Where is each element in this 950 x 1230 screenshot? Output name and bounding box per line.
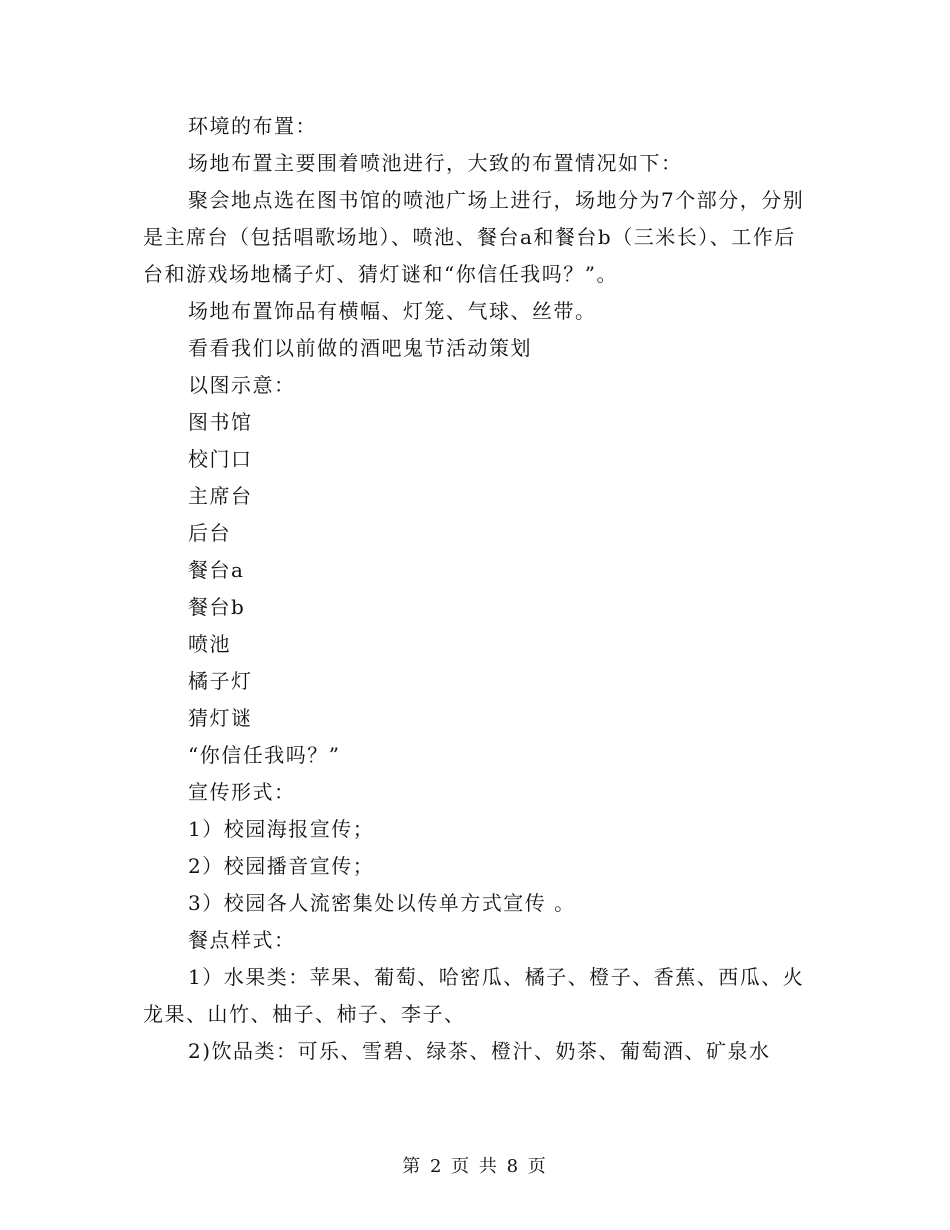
list-item: 3）校园各人流密集处以传单方式宣传 。	[188, 891, 576, 915]
list-item: 2）校园播音宣传；	[188, 854, 375, 878]
list-item: 1）校园海报宣传；	[188, 817, 375, 841]
diagram-label: 猜灯谜	[188, 706, 253, 730]
diagram-label: 餐台b	[188, 595, 246, 619]
diagram-label: “你信任我吗？”	[188, 743, 341, 767]
section-heading: 餐点样式：	[188, 928, 296, 952]
diagram-label: 主席台	[188, 484, 253, 508]
paragraph: 看看我们以前做的酒吧鬼节活动策划	[188, 336, 532, 360]
diagram-label: 餐台a	[188, 558, 245, 582]
diagram-label: 校门口	[188, 447, 253, 471]
diagram-label: 喷池	[188, 632, 231, 656]
paragraph: 聚会地点选在图书馆的喷池广场上进行，场地分为7个部分，分别是主席台（包括唱歌场地）、喷池、餐台a和餐台b（三米长）、工作后台和游戏场地橘子灯、猜灯谜和“你信任我吗？”。	[143, 188, 805, 286]
paragraph: 以图示意：	[188, 373, 296, 397]
list-item: 2)饮品类：可乐、雪碧、绿茶、橙汁、奶茶、葡萄酒、矿泉水	[188, 1039, 771, 1063]
paragraph: 环境的布置：	[188, 114, 317, 138]
list-item: 1）水果类：苹果、葡萄、哈密瓜、橘子、橙子、香蕉、西瓜、火龙果、山竹、柚子、柿子、李子、	[143, 965, 805, 1026]
diagram-label: 后台	[188, 521, 231, 545]
document-body	[143, 108, 808, 1070]
paragraph: 场地布置主要围着喷池进行，大致的布置情况如下：	[188, 151, 683, 175]
paragraph: 场地布置饰品有横幅、灯笼、气球、丝带。	[188, 299, 597, 323]
diagram-label: 橘子灯	[188, 669, 253, 693]
section-heading: 宣传形式：	[188, 780, 296, 804]
diagram-label: 图书馆	[188, 410, 253, 434]
page-number-footer: 第 2 页 共 8 页	[402, 1156, 548, 1177]
